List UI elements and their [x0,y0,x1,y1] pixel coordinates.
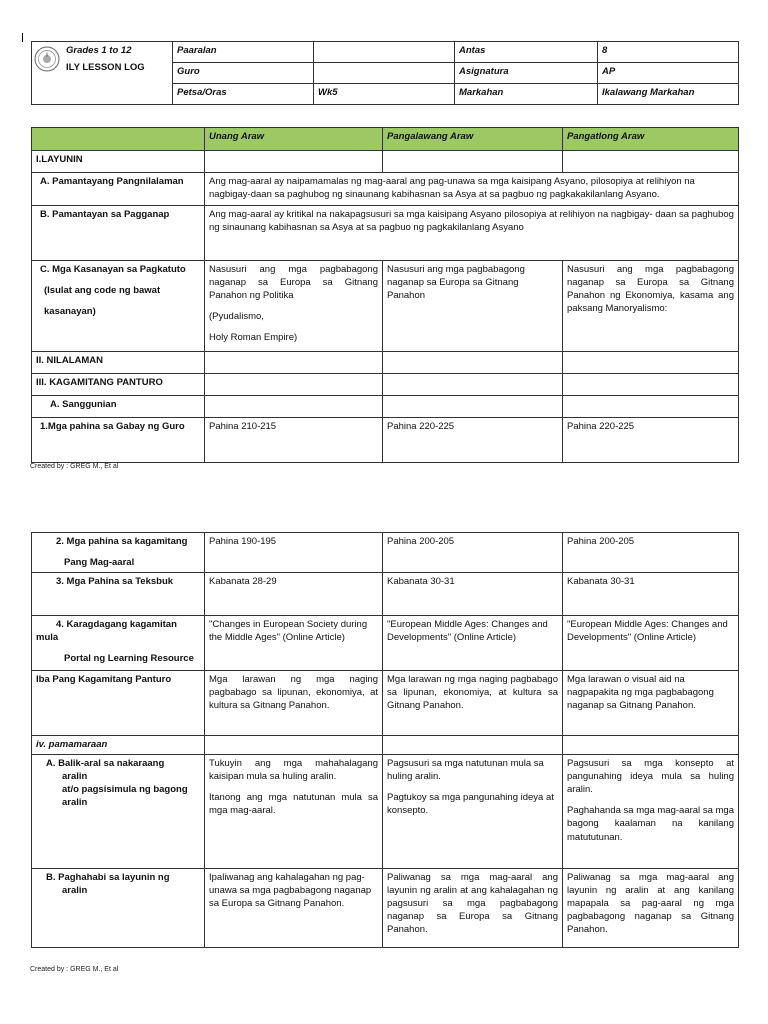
layunin-day-1[interactable] [205,151,383,173]
iba-day-1[interactable]: Mga larawan ng mga naging pagbabago sa lipunan, ekonomiya, at kultura sa Gitnang Panahon. [205,671,383,736]
label-petsa-oras: Petsa/Oras [173,84,314,105]
r2-day-3[interactable]: Pahina 200-205 [563,533,739,573]
text-cursor [22,33,23,42]
a-label-1: A. Balik-aral sa nakaraang [46,758,165,769]
label-markahan: Markahan [455,84,598,105]
pamantayan-label: A. Pamantayang Pangnilalaman [32,173,205,206]
a-label-3: at/o pagsisimula ng bagong [62,784,188,796]
r2-label-cell [32,533,205,573]
a-label-2: aralin [62,771,88,783]
kagamitan-label: III. KAGAMITANG PANTURO [32,374,205,396]
r4-label: 4. Karagdagang kagamitan [56,619,177,630]
gabay-day-1[interactable]: Pahina 210-215 [205,418,383,463]
pagganap-label: B. Pamantayan sa Pagganap [32,206,205,261]
kagamitan-day-3[interactable] [563,374,739,396]
kasanayan-day-1-note-b: Holy Roman Empire) [209,332,298,344]
b-label-1: B. Paghahabi sa layunin ng [46,872,170,883]
b-day-1[interactable]: Ipaliwanag ang kahalagahan ng pag-unawa sa mga pagbabagong naganap sa Europa sa Gitnang Panahon. [205,869,383,948]
kasanayan-note-1: (Isulat ang code ng bawat [44,285,161,297]
r3-day-2[interactable]: Kabanata 30-31 [383,573,563,616]
sanggunian-day-2[interactable] [383,396,563,418]
value-antas[interactable]: 8 [598,42,739,63]
iba-day-2[interactable]: Mga larawan ng mga naging pagbabago sa lipunan, ekonomiya, at kultura sa Gitnang Panahon. [383,671,563,736]
iba-label: Iba Pang Kagamitang Panturo [32,671,205,736]
r4-day-3[interactable]: "European Middle Ages: Changes and Developments" (Online Article) [563,616,739,671]
header-table [31,41,739,105]
r2-day-2[interactable]: Pahina 200-205 [383,533,563,573]
kagamitan-day-1[interactable] [205,374,383,396]
a-day-2-p2: Pagtukoy sa mga pangunahing ideya at konsepto. [387,792,554,817]
layunin-day-2[interactable] [383,151,563,173]
b-label-2: aralin [62,885,88,897]
footer-credit-2: Created by : GREG M., Et al [30,966,119,973]
day-1-header: Unang Araw [205,128,383,151]
header-title-cell [32,42,173,105]
r4-day-2[interactable]: "European Middle Ages: Changes and Developments" (Online Article) [383,616,563,671]
a-day-2[interactable] [383,755,563,869]
value-paaralan[interactable] [314,42,455,63]
nilalaman-label: II. NILALAMAN [32,352,205,374]
gabay-day-2[interactable]: Pahina 220-225 [383,418,563,463]
gabay-label: 1.Mga pahina sa Gabay ng Guro [32,418,205,463]
nilalaman-day-1[interactable] [205,352,383,374]
r3-day-3[interactable]: Kabanata 30-31 [563,573,739,616]
nilalaman-day-2[interactable] [383,352,563,374]
nilalaman-day-3[interactable] [563,352,739,374]
header-blank [32,128,205,151]
kagamitan-day-2[interactable] [383,374,563,396]
value-asignatura[interactable]: AP [598,63,739,84]
r2-label-2: Pang Mag-aaral [64,557,135,569]
pamamaraan-day-1[interactable] [205,736,383,755]
value-guro[interactable] [314,63,455,84]
r4-label-2: Portal ng Learning Resource [64,653,194,665]
pamamaraan-day-3[interactable] [563,736,739,755]
a-day-3[interactable] [563,755,739,869]
kasanayan-label-cell [32,261,205,352]
value-markahan[interactable]: Ikalawang Markahan [598,84,739,105]
lesson-log-title: ILY LESSON LOG [66,62,145,74]
a-day-1[interactable] [205,755,383,869]
sanggunian-label: A. Sanggunian [32,396,205,418]
r4-day-1[interactable]: "Changes in European Society during the Middle Ages" (Online Article) [205,616,383,671]
kasanayan-day-1-note-a: (Pyudalismo, [209,311,264,323]
kasanayan-day-1[interactable] [205,261,383,352]
r4-label-b: mula [36,632,59,644]
label-asignatura: Asignatura [455,63,598,84]
pagganap-text: Ang mag-aaral ay kritikal na nakapagsusuri sa mga kaisipang Asyano pilosopiya at relihiyon na nagbigay- daan sa paghubog ng sinaunang kabihasnan sa Asya at sa pagbuo ng pagkakilanlang Asyano [205,206,739,261]
sanggunian-day-3[interactable] [563,396,739,418]
kasanayan-note-2: kasanayan) [44,306,96,318]
day-3-header: Pangatlong Araw [563,128,739,151]
b-label-cell [32,869,205,948]
label-antas: Antas [455,42,598,63]
pamantayan-text: Ang mag-aaral ay naipamamalas ng mag-aaral ang pag-unawa sa mga kaisipang Asyano, pilosopiya at relihiyon na nagbigay-daan sa paghubog ng sinaunang kabihasnan sa Asya at sa pagbuo ng pagkakakilanlang Asyano. [205,173,739,206]
layunin-day-3[interactable] [563,151,739,173]
day-2-header: Pangalawang Araw [383,128,563,151]
pamamaraan-day-2[interactable] [383,736,563,755]
value-petsa-oras[interactable]: Wk5 [314,84,455,105]
gabay-day-3[interactable]: Pahina 220-225 [563,418,739,463]
b-day-2[interactable]: Paliwanag sa mga mag-aaral ang layunin ng aralin at ang kahalagahan ng pagsusuri sa mga pagbabagong naganap sa Europa sa Gitnang Panahon. [383,869,563,948]
label-paaralan: Paaralan [173,42,314,63]
a-day-1-p2: Itanong ang mga natutunan mula sa mga mag-aaral. [209,792,378,817]
a-day-3-p1: Pagsusuri sa mga konsepto at pangunahing ideya mula sa huling aralin. [567,758,734,796]
label-guro: Guro [173,63,314,84]
a-label-cell [32,755,205,869]
layunin-label: I.LAYUNIN [32,151,205,173]
r3-label: 3. Mga Pahina sa Teksbuk [32,573,205,616]
lesson-table-2 [31,532,739,948]
r3-day-1[interactable]: Kabanata 28-29 [205,573,383,616]
footer-credit-1: Created by : GREG M., Et al [30,463,119,470]
kasanayan-label: C. Mga Kasanayan sa Pagkatuto [40,264,186,275]
a-day-2-p1: Pagsusuri sa mga natutunan mula sa huling aralin. [387,758,544,783]
a-day-3-p2: Paghahanda sa mga mag-aaral sa mga bagong kaalaman na kanilang matututunan. [567,805,734,843]
grades-label: Grades 1 to 12 [66,45,132,56]
kasanayan-day-1-text: Nasusuri ang mga pagbabagong naganap sa Europa sa Gitnang Panahon ng Politika [209,264,378,302]
days-header-row [32,128,739,151]
b-day-3[interactable]: Paliwanag sa mga mag-aaral ang layunin ng aralin at ang kanilang mapapala sa pag-aaral ng mga pagbabagong naganap sa Gitnang Panahon. [563,869,739,948]
r4-label-cell [32,616,205,671]
sanggunian-day-1[interactable] [205,396,383,418]
a-label-4: aralin [62,797,88,809]
kasanayan-day-2[interactable]: Nasusuri ang mga pagbabagong naganap sa Europa sa Gitnang Panahon [383,261,563,352]
r2-day-1[interactable]: Pahina 190-195 [205,533,383,573]
lesson-table-1 [31,127,739,463]
pamamaraan-label: iv. pamamaraan [32,736,205,755]
r2-label: 2. Mga pahina sa kagamitang [56,536,188,547]
iba-day-3[interactable]: Mga larawan o visual aid na nagpapakita ng mga pagbabagong naganap sa Gitnang Panahon. [563,671,739,736]
kasanayan-day-3[interactable]: Nasusuri ang mga pagbabagong naganap sa Europa sa Gitnang Panahon ng Ekonomiya, kasama ang paksang Manoryalismo: [563,261,739,352]
a-day-1-p1: Tukuyin ang mga mahahalagang kaisipan mula sa huling aralin. [209,758,378,783]
